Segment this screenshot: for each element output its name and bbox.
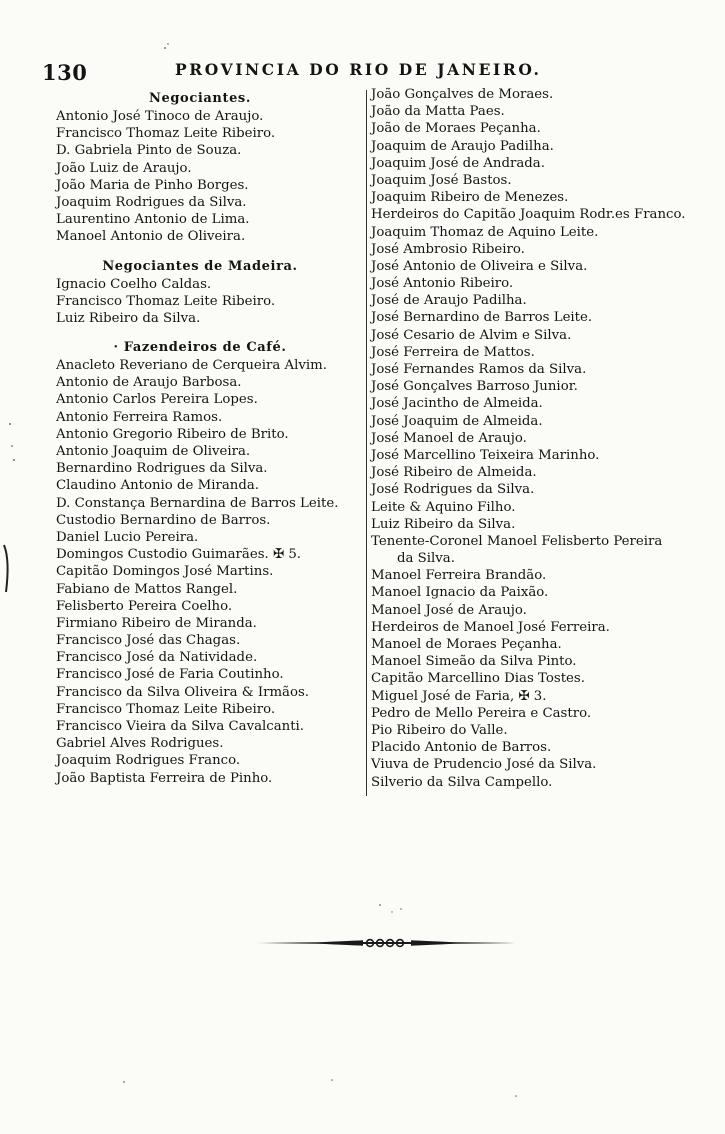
name-entry-continuation: da Silva. [397,551,455,567]
name-entry: Ignacio Coelho Caldas. [56,276,212,292]
name-entry: Antonio Gregorio Ribeiro de Brito. [56,426,289,442]
name-entry: José Cesario de Alvim e Silva. [371,327,572,343]
name-entry: Firmiano Ribeiro de Miranda. [56,615,257,631]
name-entry: João Luiz de Araujo. [56,160,192,176]
name-entry: D. Gabriela Pinto de Souza. [56,143,242,159]
name-entry: Luiz Ribeiro da Silva. [371,516,516,532]
name-entry: José Antonio de Oliveira e Silva. [371,258,588,274]
name-entry: José Ribeiro de Almeida. [371,465,537,481]
name-entry: Fabiano de Mattos Rangel. [56,581,238,597]
name-entry: Francisco José da Natividade. [56,650,258,666]
name-entry: José Manoel de Araujo. [371,430,527,446]
name-entry: José Marcellino Teixeira Marinho. [371,447,600,463]
name-entry: Joaquim Rodrigues da Silva. [56,194,247,210]
name-entry: José Gonçalves Barroso Junior. [371,379,578,395]
name-entry: Francisco Vieira da Silva Cavalcanti. [56,719,305,734]
name-entry: Antonio Ferreira Ramos. [56,409,223,425]
name-entry: Capitão Domingos José Martins. [56,564,274,580]
name-entry: Joaquim Ribeiro de Menezes. [371,190,569,206]
page-number: 130 [42,60,88,85]
name-entry: Francisco Thomaz Leite Ribeiro. [56,126,276,142]
name-entry: Silverio da Silva Campello. [371,774,553,790]
name-entry: Francisco Thomaz Leite Ribeiro. [56,701,276,717]
section-negociantes-de-madeira [50,258,350,328]
section-fazendeiros-de-cafe [50,339,350,787]
name-list [50,357,350,787]
name-entry: João da Matta Paes. [371,104,505,120]
name-entry: Manoel José de Araujo. [371,602,527,618]
name-entry: João de Moraes Peçanha. [371,121,541,137]
name-entry: José de Araujo Padilha. [371,293,527,309]
name-entry: Pedro de Mello Pereira e Castro. [371,705,592,721]
name-entry: Joaquim de Araujo Padilha. [371,138,554,154]
name-entry: Herdeiros de Manoel José Ferreira. [371,619,610,635]
name-entry: Capitão Marcellino Dias Tostes. [371,671,585,687]
name-entry: Joaquim José Bastos. [371,172,512,188]
name-entry: José Jacintho de Almeida. [371,396,543,412]
name-entry: João Maria de Pinho Borges. [56,177,249,193]
name-entry: Manoel Ignacio da Paixão. [371,585,549,601]
running-head: PROVINCIA DO RIO DE JANEIRO. [175,60,542,79]
section-negociantes [50,90,350,246]
ornamental-rule [258,936,516,950]
name-entry: Joaquim Rodrigues Franco. [56,753,241,769]
name-entry: Antonio de Araujo Barbosa. [56,375,242,391]
name-entry-wrapped [368,533,698,567]
name-entry: Anacleto Reveriano de Cerqueira Alvim. [56,358,328,374]
name-entry: D. Constança Bernardina de Barros Leite. [56,495,339,511]
name-entry: Daniel Lucio Pereira. [56,529,199,545]
right-column [368,86,698,791]
section-heading: · Fazendeiros de Café. [113,340,287,356]
name-entry: Miguel José de Faria, ✠ 3. [371,688,547,704]
name-entry: Antonio José Tinoco de Araujo. [56,109,264,124]
name-entry: Antonio Carlos Pereira Lopes. [56,392,258,408]
left-column [50,88,350,787]
name-entry: Francisco José de Faria Coutinho. [56,667,284,683]
name-entry: José Ferreira de Mattos. [371,344,535,360]
name-entry: Manoel de Moraes Peçanha. [371,637,562,653]
name-entry: Domingos Custodio Guimarães. ✠ 5. [56,547,302,563]
name-entry: Gabriel Alves Rodrigues. [56,736,224,752]
name-entry: Manoel Simeão da Silva Pinto. [371,654,577,670]
name-entry: José Bernardino de Barros Leite. [371,310,593,326]
name-entry: Placido Antonio de Barros. [371,740,552,756]
section-heading: Negociantes. [149,91,251,106]
name-entry: Manoel Antonio de Oliveira. [56,229,246,245]
name-entry: José Rodrigues da Silva. [371,482,535,498]
name-entry: Herdeiros do Capitão Joaquim Rodr.es Franco. [371,207,686,223]
name-entry: Laurentino Antonio de Lima. [56,212,250,228]
name-entry: Francisco da Silva Oliveira & Irmãos. [56,684,310,700]
section-heading: Negociantes de Madeira. [102,258,298,274]
name-entry: João Gonçalves de Moraes. [371,87,554,102]
name-entry: José Joaquim de Almeida. [371,413,543,429]
name-entry: Leite & Aquino Filho. [371,499,516,515]
name-entry: Francisco Thomaz Leite Ribeiro. [56,293,276,309]
column-divider [366,90,367,796]
name-entry: Joaquim José de Andrada. [371,155,545,171]
name-entry: Francisco José das Chagas. [56,633,241,649]
name-entry: Custodio Bernardino de Barros. [56,512,271,528]
name-entry-first-line: Tenente-Coronel Manoel Felisberto Pereira [371,533,663,549]
name-list [50,276,350,328]
name-entry: Felisberto Pereira Coelho. [56,598,233,614]
name-entry: Claudino Antonio de Miranda. [56,478,260,494]
name-entry: Luiz Ribeiro da Silva. [56,310,201,326]
name-entry: José Fernandes Ramos da Silva. [371,362,587,377]
name-entry: Pio Ribeiro do Valle. [371,722,508,738]
name-list [50,108,350,246]
name-entry: José Ambrosio Ribeiro. [371,241,525,257]
name-entry: José Antonio Ribeiro. [371,276,514,292]
name-list [368,567,698,790]
name-entry: Bernardino Rodrigues da Silva. [56,461,268,477]
name-entry: Manoel Ferreira Brandão. [371,568,547,584]
name-entry: Joaquim Thomaz de Aquino Leite. [371,224,599,240]
name-entry: Viuva de Prudencio José da Silva. [371,757,597,773]
name-entry: João Baptista Ferreira de Pinho. [56,770,273,786]
name-entry: Antonio Joaquim de Oliveira. [56,444,251,459]
name-list [368,86,698,533]
